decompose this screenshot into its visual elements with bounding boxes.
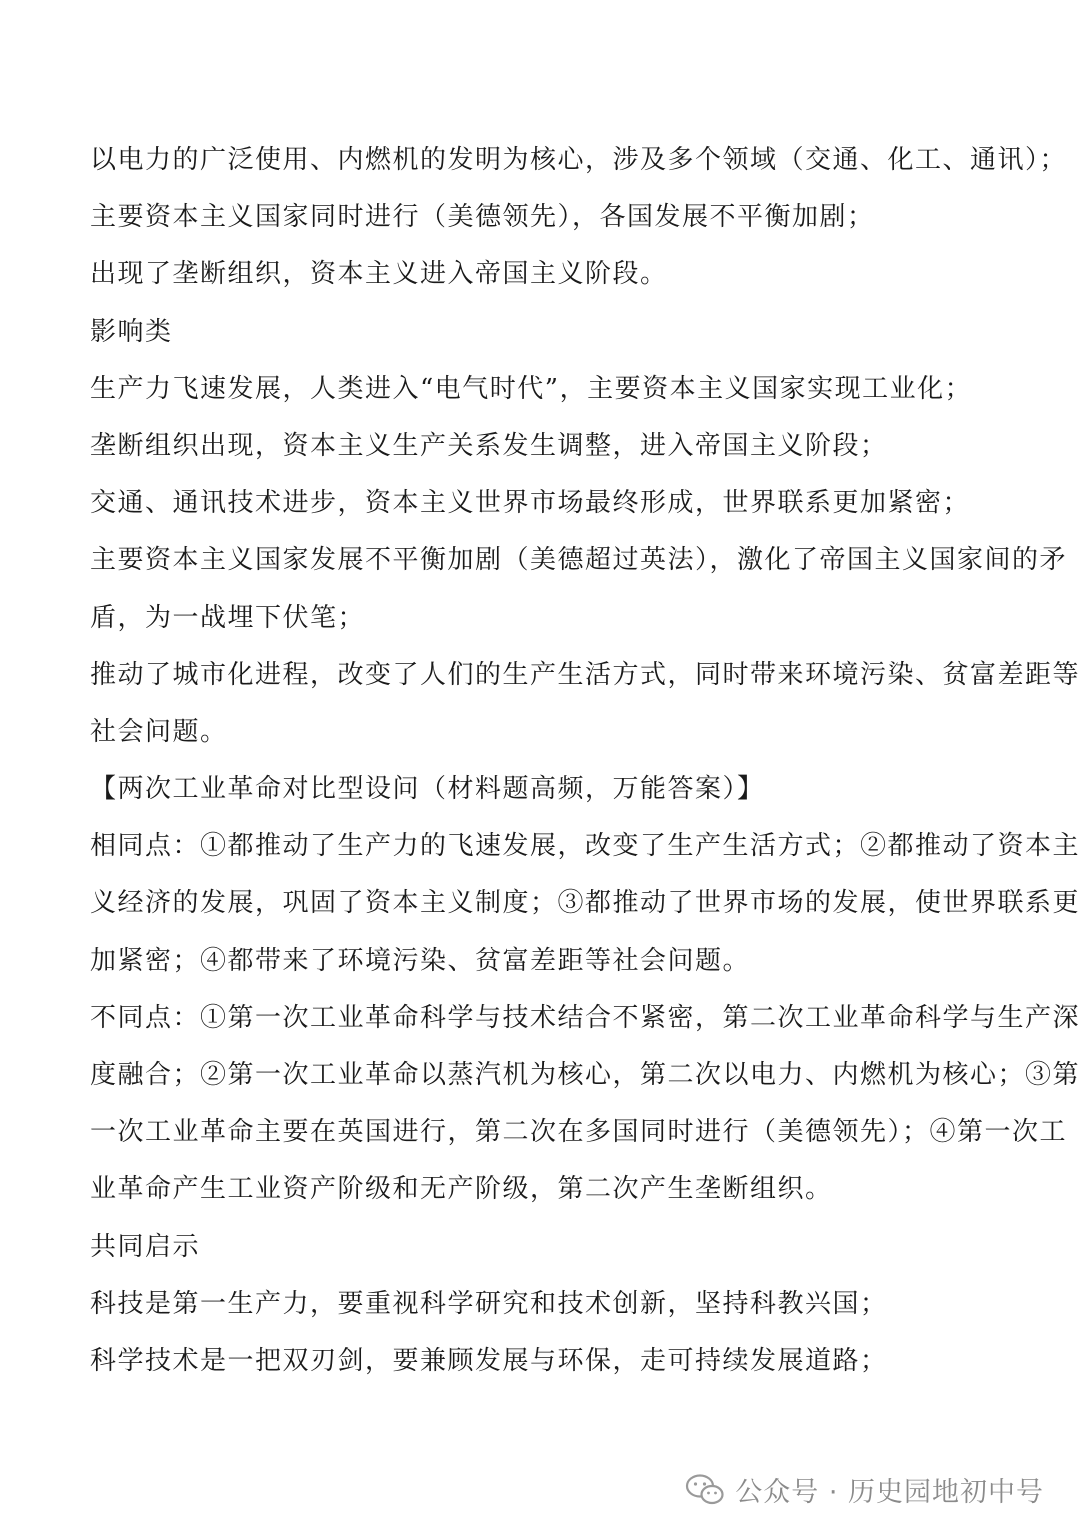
section-heading-impact: 影响类 bbox=[90, 316, 173, 347]
section-heading-insights: 共同启示 bbox=[90, 1231, 201, 1262]
watermark-text: 公众号 · 历史园地初中号 bbox=[735, 1477, 1044, 1508]
section-heading-comparison: 【两次工业革命对比型设问（材料题高频，万能答案）】 bbox=[90, 774, 765, 805]
text-line: 义经济的发展，巩固了资本主义制度；③都推动了世界市场的发展，使世界联系更 bbox=[90, 888, 1080, 919]
text-line: 以电力的广泛使用、内燃机的发明为核心，涉及多个领域（交通、化工、通讯）； bbox=[90, 145, 1068, 175]
text-line: 交通、通讯技术进步，资本主义世界市场最终形成，世界联系更加紧密； bbox=[90, 488, 971, 519]
text-line: 盾，为一战埋下伏笔； bbox=[90, 602, 366, 633]
text-line: 科技是第一生产力，要重视科学研究和技术创新，坚持科教兴国； bbox=[90, 1288, 888, 1319]
wechat-icon bbox=[685, 1473, 725, 1507]
text-line: 主要资本主义国家发展不平衡加剧（美德超过英法），激化了帝国主义国家间的矛 bbox=[90, 545, 1068, 576]
text-line: 业革命产生工业资产阶级和无产阶级，第二次产生垄断组织。 bbox=[90, 1174, 833, 1205]
document-body bbox=[90, 132, 1080, 1390]
text-line: 生产力飞速发展，人类进入“电气时代”，主要资本主义国家实现工业化； bbox=[90, 373, 973, 404]
text-line: 相同点：①都推动了生产力的飞速发展，改变了生产生活方式；②都推动了资本主 bbox=[90, 831, 1080, 862]
text-line: 主要资本主义国家同时进行（美德领先），各国发展不平衡加剧； bbox=[90, 202, 875, 233]
text-line: 一次工业革命主要在英国进行，第二次在多国同时进行（美德领先）；④第一次工 bbox=[90, 1117, 1068, 1148]
watermark bbox=[685, 1470, 1044, 1509]
text-line: 度融合；②第一次工业革命以蒸汽机为核心，第二次以电力、内燃机为核心；③第 bbox=[90, 1060, 1080, 1090]
text-line: 出现了垄断组织，资本主义进入帝国主义阶段。 bbox=[90, 259, 668, 290]
text-line: 科学技术是一把双刃剑，要兼顾发展与环保，走可持续发展道路； bbox=[90, 1345, 888, 1376]
text-line: 垄断组织出现，资本主义生产关系发生调整，进入帝国主义阶段； bbox=[90, 430, 888, 461]
text-line: 加紧密；④都带来了环境污染、贫富差距等社会问题。 bbox=[90, 945, 751, 976]
text-line: 社会问题。 bbox=[90, 716, 228, 747]
text-line: 不同点：①第一次工业革命科学与技术结合不紧密，第二次工业革命科学与生产深 bbox=[90, 1002, 1080, 1033]
text-line: 推动了城市化进程，改变了人们的生产生活方式，同时带来环境污染、贫富差距等 bbox=[90, 659, 1080, 690]
